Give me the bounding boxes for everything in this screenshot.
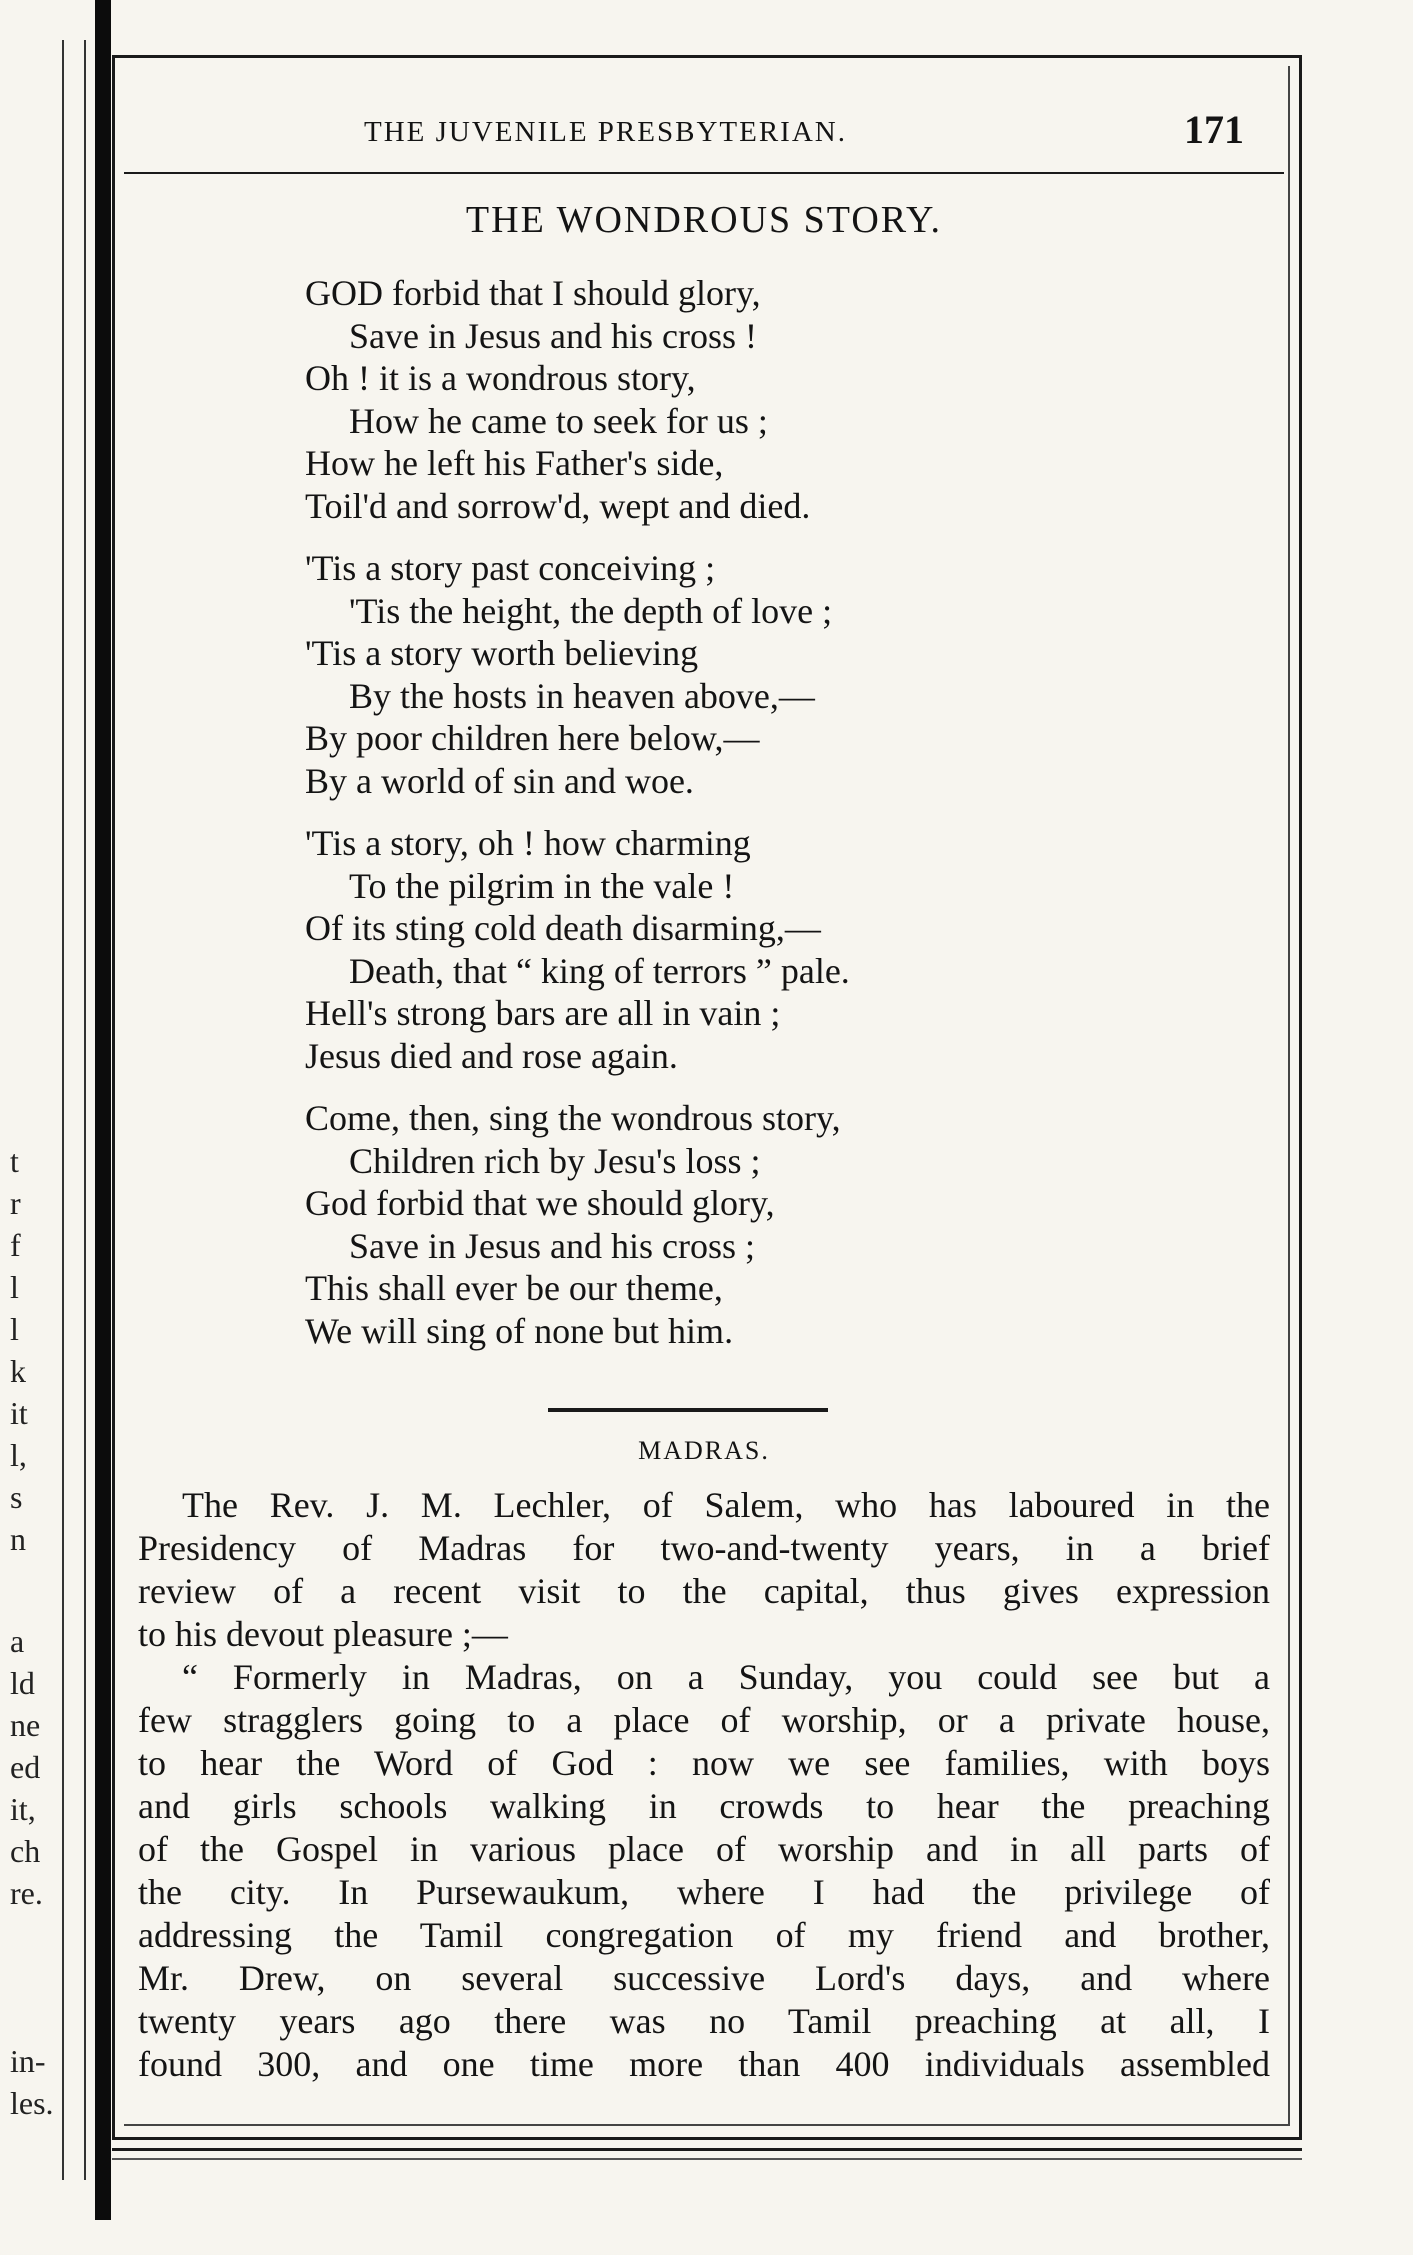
poem-line: Toil'd and sorrow'd, wept and died.	[305, 485, 811, 526]
poem-line: Death, that “ king of terrors ” pale.	[349, 950, 850, 991]
poem-line: Jesus died and rose again.	[305, 1035, 678, 1076]
poem-line: Children rich by Jesu's loss ;	[349, 1140, 761, 1181]
left-margin-fragments	[10, 2040, 80, 2124]
stanza	[305, 272, 1105, 527]
article-line: to his devout pleasure ;—	[138, 1614, 508, 1654]
article-line: twenty years ago there was no Tamil preaching at all, I	[138, 2001, 1270, 2041]
margin-fragment: s	[10, 1479, 23, 1515]
binding-gutter	[95, 0, 111, 2220]
margin-fragment: r	[10, 1185, 21, 1221]
poem-line: How he left his Father's side,	[305, 443, 724, 483]
bottom-rule	[112, 2148, 1302, 2151]
poem-line: 'Tis the height, the depth of love ;	[349, 590, 833, 631]
article-line: The Rev. J. M. Lechler, of Salem, who has laboured in the	[182, 1485, 1270, 1525]
article-line: the city. In Pursewaukum, where I had the privilege of	[138, 1872, 1270, 1912]
poem-line: 'Tis a story, oh ! how charming	[305, 823, 751, 863]
margin-fragment: n	[10, 1521, 26, 1557]
article-body	[138, 1484, 1270, 2086]
poem-line: Save in Jesus and his cross !	[349, 315, 757, 356]
gutter-line	[84, 40, 86, 2180]
poem-line: Come, then, sing the wondrous story,	[305, 1098, 841, 1138]
poem-line: How he came to seek for us ;	[349, 400, 768, 441]
poem-line: God forbid that we should glory,	[305, 1183, 775, 1223]
article-line: Presidency of Madras for two-and-twenty years, in a brief	[138, 1528, 1270, 1568]
running-head	[124, 102, 1284, 174]
article-line: addressing the Tamil congregation of my friend and brother,	[138, 1915, 1270, 1955]
margin-fragment: re.	[10, 1875, 43, 1911]
article-line: “ Formerly in Madras, on a Sunday, you could see but a	[182, 1657, 1270, 1697]
article-line: found 300, and one time more than 400 individuals assembled	[138, 2044, 1270, 2084]
margin-fragment: f	[10, 1227, 21, 1263]
stanza	[305, 547, 1105, 802]
poem-body	[305, 272, 1105, 1372]
bottom-rule	[112, 2158, 1302, 2160]
margin-fragment: in-	[10, 2043, 46, 2079]
poem-line: By the hosts in heaven above,—	[349, 675, 815, 716]
margin-fragment: ch	[10, 1833, 41, 1869]
margin-fragment: t	[10, 1143, 19, 1179]
article-line: to hear the Word of God : now we see families, with boys	[138, 1743, 1270, 1783]
left-margin-fragments	[10, 1620, 80, 1914]
stanza	[305, 1097, 1105, 1352]
margin-fragment: l	[10, 1311, 19, 1347]
poem-line: This shall ever be our theme,	[305, 1268, 723, 1308]
article-line: few stragglers going to a place of worship, or a private house,	[138, 1700, 1270, 1740]
poem-line: 'Tis a story past conceiving ;	[305, 548, 716, 588]
poem-line: We will sing of none but him.	[305, 1310, 734, 1351]
article-line: review of a recent visit to the capital, thus gives expression	[138, 1571, 1270, 1611]
section-divider	[548, 1408, 828, 1412]
running-title: THE JUVENILE PRESBYTERIAN.	[364, 116, 847, 148]
poem-line: 'Tis a story worth believing	[305, 633, 699, 673]
article-line: Mr. Drew, on several successive Lord's days, and where	[138, 1958, 1270, 1998]
poem-line: Save in Jesus and his cross ;	[349, 1225, 755, 1266]
poem-title: THE WONDROUS STORY.	[465, 199, 943, 241]
margin-fragment: a	[10, 1623, 25, 1659]
margin-fragment: l	[10, 1269, 19, 1305]
article-line: and girls schools walking in crowds to hear the preaching	[138, 1786, 1270, 1826]
margin-fragment: it	[10, 1395, 28, 1431]
margin-fragment: l,	[10, 1437, 27, 1473]
poem-line: To the pilgrim in the vale !	[349, 865, 735, 906]
section-title: MADRAS.	[638, 1436, 770, 1465]
margin-fragment: ne	[10, 1707, 41, 1743]
margin-fragment: ld	[10, 1665, 35, 1701]
margin-fragment: ed	[10, 1749, 41, 1785]
left-margin-fragments	[10, 1140, 80, 1560]
margin-fragment: k	[10, 1353, 26, 1389]
page-number: 171	[1184, 107, 1244, 152]
poem-line: Hell's strong bars are all in vain ;	[305, 993, 781, 1033]
poem-line: Oh ! it is a wondrous story,	[305, 358, 696, 398]
poem-line: By a world of sin and woe.	[305, 760, 694, 801]
margin-fragment: les.	[10, 2085, 54, 2121]
poem-line: GOD forbid that I should glory,	[305, 273, 761, 313]
poem-line: Of its sting cold death disarming,—	[305, 908, 821, 948]
article-line: of the Gospel in various place of worship and in all parts of	[138, 1829, 1270, 1869]
margin-fragment: it,	[10, 1791, 36, 1827]
poem-line: By poor children here below,—	[305, 718, 760, 758]
stanza	[305, 822, 1105, 1077]
